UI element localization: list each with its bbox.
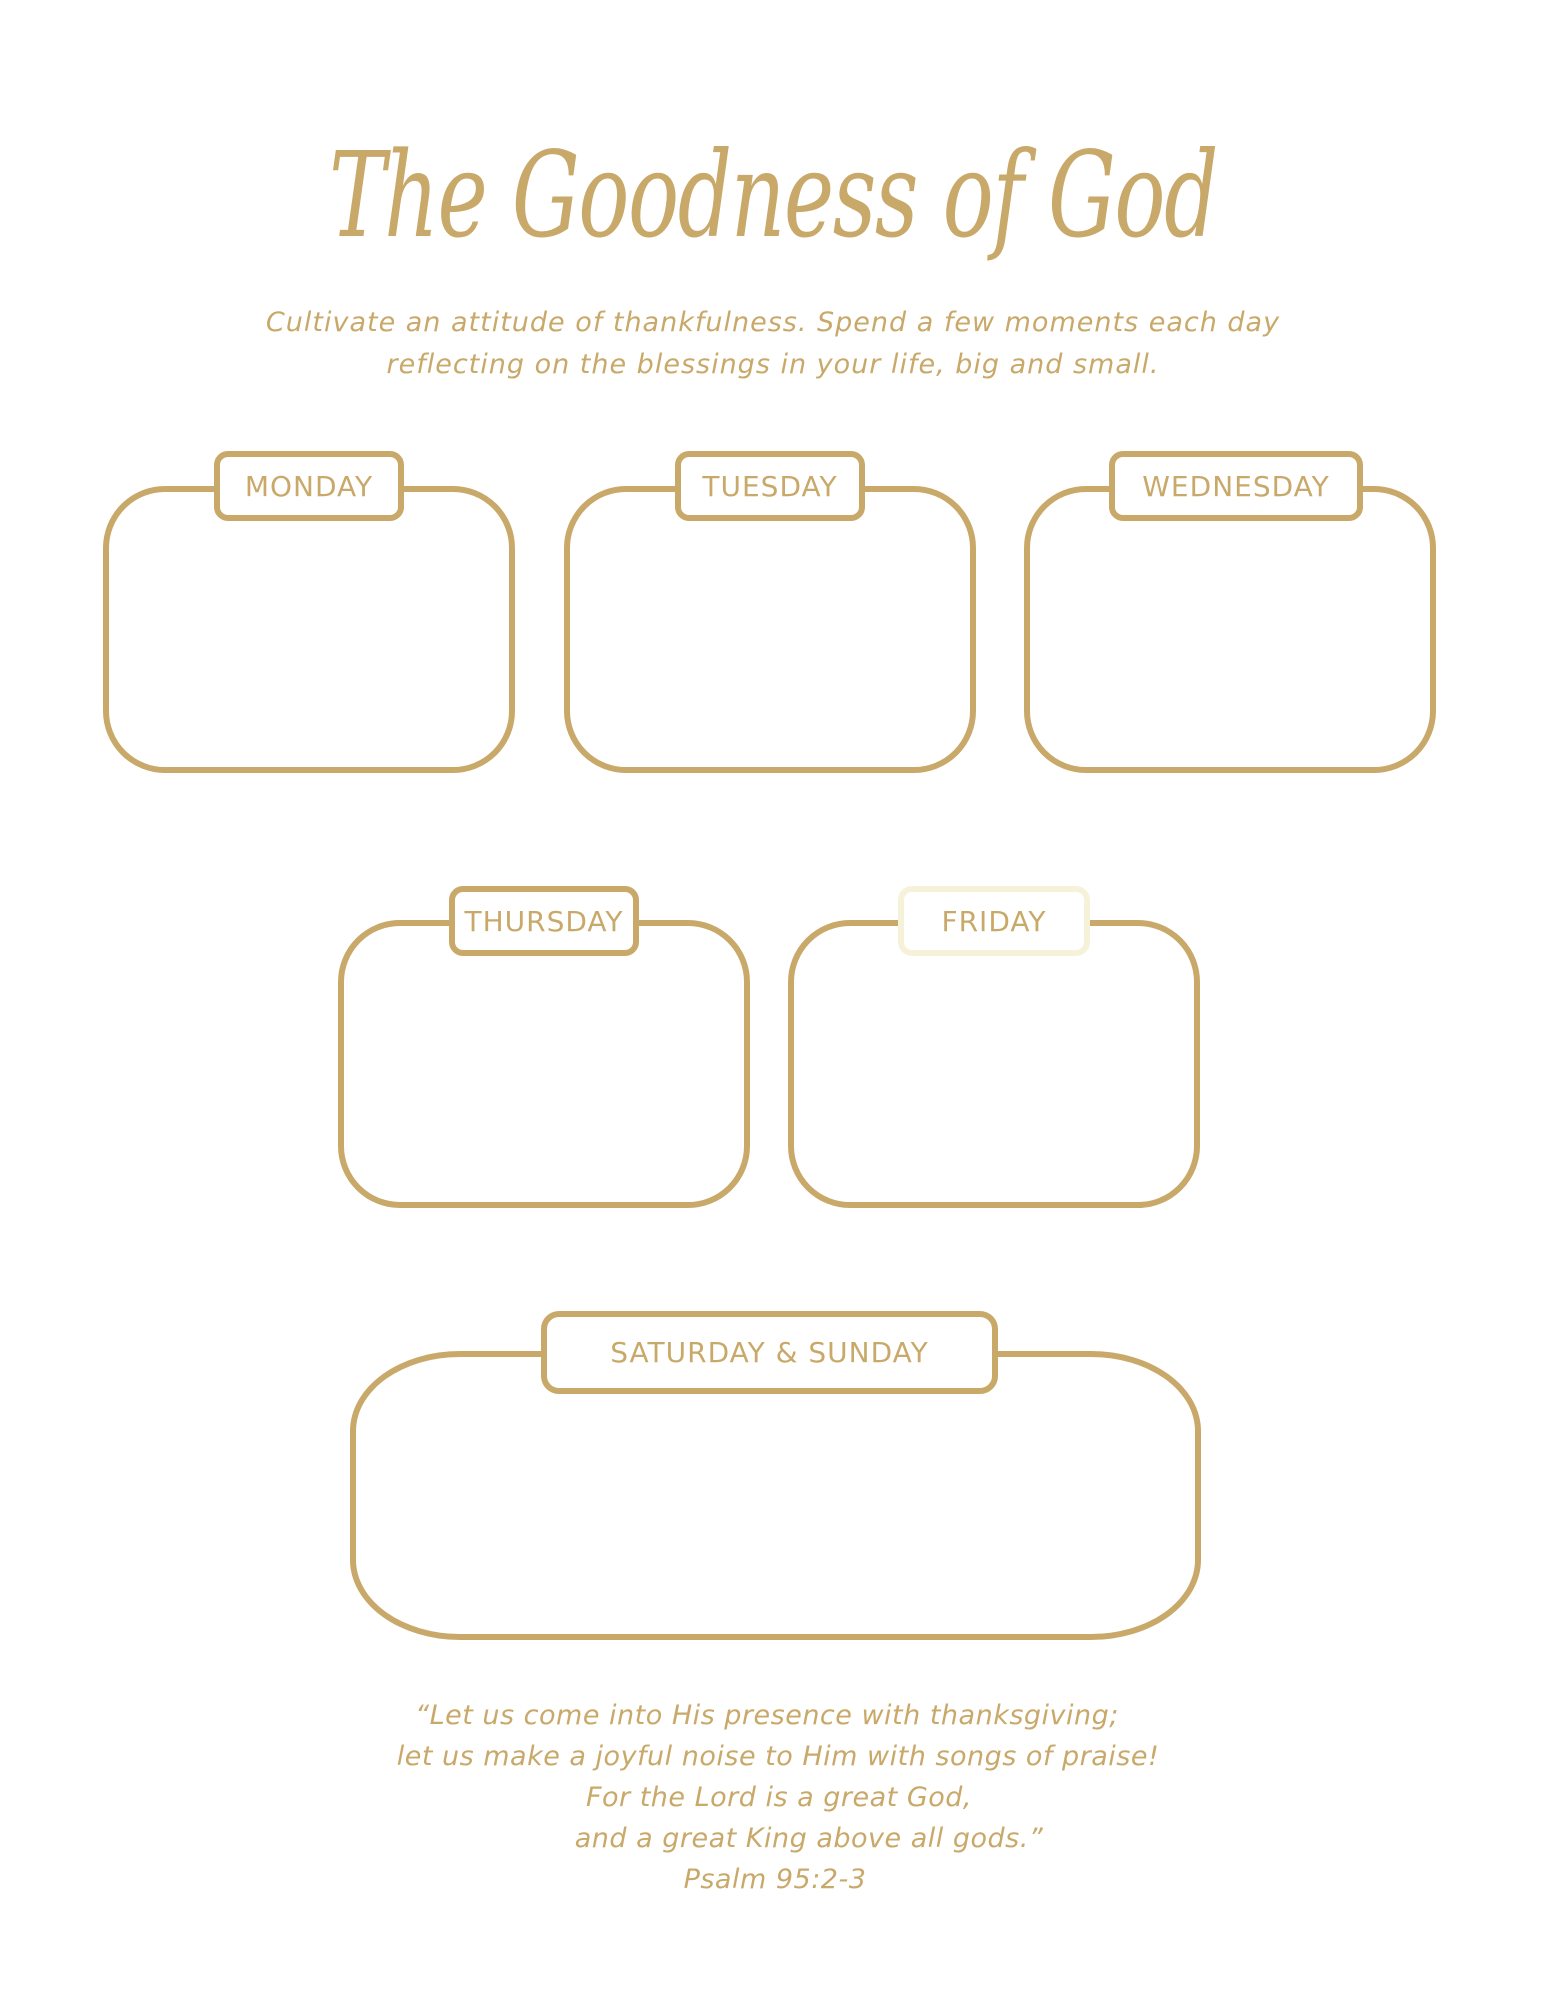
intro-text [0, 302, 1546, 386]
quote-line-2: let us make a joyful noise to Him with songs of praise! [396, 1741, 1160, 1772]
wednesday-tab: WEDNESDAY [1109, 451, 1363, 521]
quote-line-3: For the Lord is a great God, [585, 1782, 972, 1813]
quote-reference: Psalm 95:2-3 [683, 1864, 867, 1895]
tuesday-box[interactable] [564, 486, 976, 773]
page-title: The Goodness of God [328, 126, 1218, 264]
thursday-box[interactable] [338, 920, 750, 1208]
quote-line-4: and a great King above all gods.” [574, 1823, 1044, 1854]
weekend-box[interactable] [350, 1351, 1201, 1640]
thursday-tab: THURSDAY [449, 886, 639, 956]
monday-tab: MONDAY [214, 451, 404, 521]
tuesday-tab: TUESDAY [675, 451, 865, 521]
friday-box[interactable] [788, 920, 1200, 1208]
intro-line-2: reflecting on the blessings in your life, big and small. [386, 349, 1160, 380]
quote-line-1: “Let us come into His presence with thanksgiving; [415, 1700, 1119, 1731]
wednesday-box[interactable] [1024, 486, 1436, 773]
weekend-tab: SATURDAY & SUNDAY [541, 1311, 998, 1394]
friday-tab: FRIDAY [898, 886, 1090, 956]
scripture-quote [0, 1695, 1546, 1900]
intro-line-1: Cultivate an attitude of thankfulness. Spend a few moments each day [265, 307, 1281, 338]
monday-box[interactable] [103, 486, 515, 773]
